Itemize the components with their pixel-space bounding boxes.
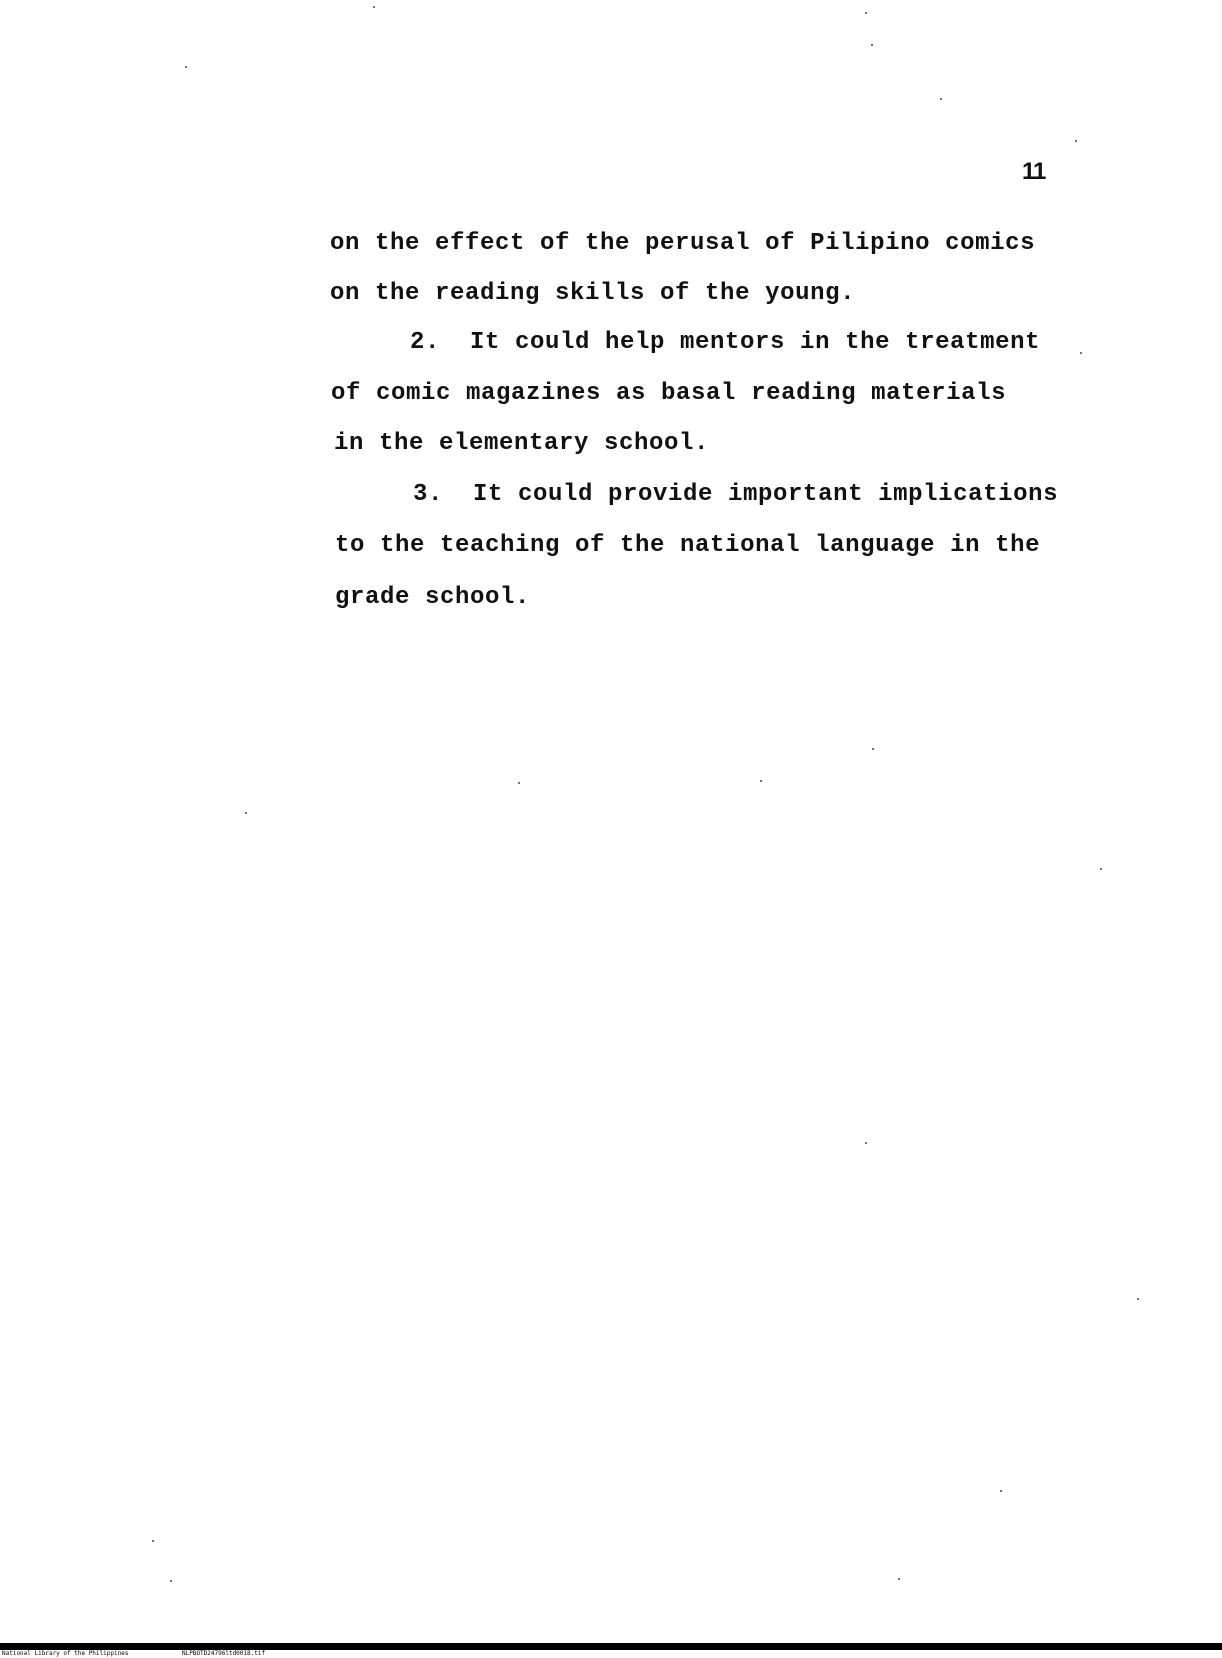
text-line: on the reading skills of the young. <box>330 280 856 307</box>
scan-speck <box>170 1580 172 1582</box>
footer-library-label: National Library of the Philippines <box>2 1650 129 1657</box>
scan-speck <box>898 1578 900 1580</box>
scan-speck <box>760 780 762 782</box>
text-line: grade school. <box>335 584 531 611</box>
scan-speck <box>1000 1490 1002 1492</box>
text-line: to the teaching of the national language in the <box>335 532 1041 559</box>
scan-speck <box>1100 868 1102 870</box>
scan-speck <box>373 6 375 8</box>
text-line: 2. It could help mentors in the treatment <box>410 329 1041 356</box>
text-line: 3. It could provide important implications <box>413 481 1059 508</box>
scan-speck <box>1075 140 1077 142</box>
scan-speck <box>152 1540 154 1542</box>
text-line: on the effect of the perusal of Pilipino comics <box>330 230 1036 257</box>
scan-speck <box>185 66 187 68</box>
footer-bar <box>0 1643 1222 1650</box>
scan-speck <box>1080 352 1082 354</box>
scan-speck <box>871 44 873 46</box>
scan-speck <box>872 748 874 750</box>
scan-speck <box>245 812 247 814</box>
page-number: 11 <box>1022 158 1046 185</box>
scan-speck <box>865 12 867 14</box>
text-line: of comic magazines as basal reading materials <box>331 380 1007 407</box>
scan-speck <box>518 782 520 784</box>
scan-speck <box>865 1142 867 1144</box>
footer-file-label: NLPBOTD24796ltd0018.tif <box>182 1650 266 1657</box>
scan-speck <box>1137 1298 1139 1300</box>
text-line: in the elementary school. <box>334 430 710 457</box>
scan-speck <box>940 98 942 100</box>
